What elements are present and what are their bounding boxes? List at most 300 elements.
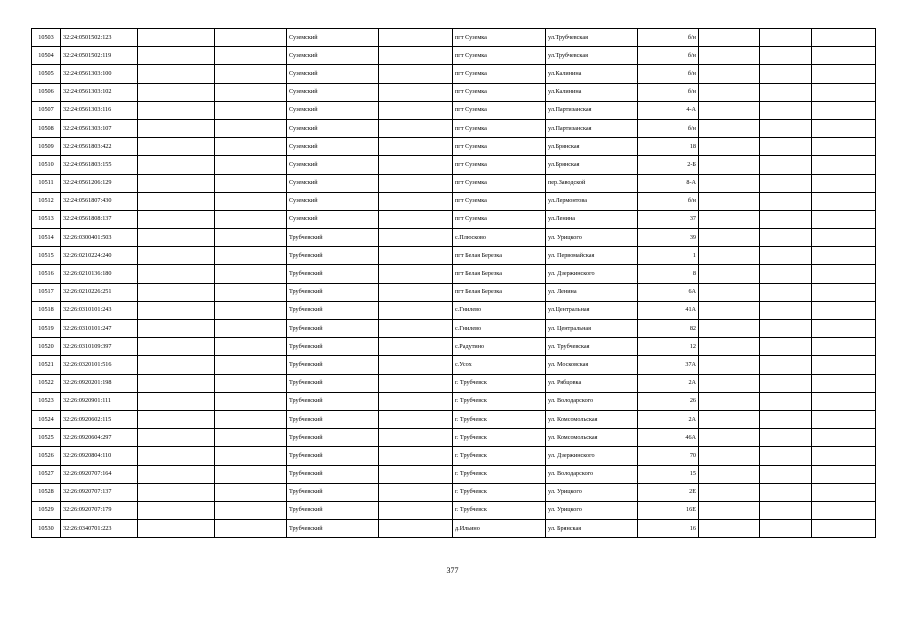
cell-cadastral: 32:24:0561303:102 xyxy=(61,83,138,101)
cell-empty xyxy=(812,392,876,410)
cell-empty xyxy=(379,101,453,119)
cell-empty xyxy=(699,47,760,65)
cell-num: 10526 xyxy=(32,447,61,465)
cell-empty xyxy=(812,156,876,174)
cell-empty xyxy=(760,174,812,192)
cell-settlement: с.Гнилево xyxy=(453,301,546,319)
cell-house: б/н xyxy=(638,29,699,47)
cell-empty xyxy=(379,265,453,283)
cell-empty xyxy=(699,174,760,192)
cell-settlement: пгт Суземка xyxy=(453,65,546,83)
cell-empty xyxy=(379,247,453,265)
cell-empty xyxy=(138,210,215,228)
cell-street: ул.Лермонтова xyxy=(546,192,638,210)
cell-empty xyxy=(215,174,287,192)
cell-empty xyxy=(699,320,760,338)
cell-empty xyxy=(699,301,760,319)
cell-empty xyxy=(138,119,215,137)
cell-empty xyxy=(379,192,453,210)
cell-empty xyxy=(699,392,760,410)
table-row xyxy=(32,465,876,483)
table-row xyxy=(32,447,876,465)
cell-empty xyxy=(379,119,453,137)
table-row xyxy=(32,410,876,428)
cell-empty xyxy=(699,501,760,519)
cell-street: ул. Володарского xyxy=(546,465,638,483)
cell-district: Трубчевский xyxy=(287,356,379,374)
cell-empty xyxy=(812,29,876,47)
cell-street: ул. Дзержинского xyxy=(546,447,638,465)
cell-empty xyxy=(215,283,287,301)
cell-cadastral: 32:24:0561803:155 xyxy=(61,156,138,174)
cell-street: ул.Партизанская xyxy=(546,101,638,119)
cell-settlement: г. Трубчевск xyxy=(453,483,546,501)
cell-street: пер.Заводской xyxy=(546,174,638,192)
cell-empty xyxy=(215,520,287,538)
cell-settlement: пгт Суземка xyxy=(453,119,546,137)
cell-district: Суземский xyxy=(287,210,379,228)
cell-num: 10519 xyxy=(32,320,61,338)
cell-empty xyxy=(699,265,760,283)
cell-empty xyxy=(699,138,760,156)
cell-num: 10529 xyxy=(32,501,61,519)
cell-empty xyxy=(138,192,215,210)
cell-empty xyxy=(138,392,215,410)
cell-cadastral: 32:26:0920604:297 xyxy=(61,429,138,447)
cell-empty xyxy=(699,210,760,228)
cell-house: 82 xyxy=(638,320,699,338)
table-row xyxy=(32,138,876,156)
cell-settlement: пгт Суземка xyxy=(453,192,546,210)
cell-empty xyxy=(760,247,812,265)
cell-cadastral: 32:24:0501502:123 xyxy=(61,29,138,47)
cell-empty xyxy=(379,29,453,47)
cell-empty xyxy=(760,392,812,410)
cell-empty xyxy=(215,338,287,356)
cell-cadastral: 32:26:0300401:503 xyxy=(61,229,138,247)
cell-empty xyxy=(379,138,453,156)
cell-settlement: пгт Белая Березка xyxy=(453,265,546,283)
cell-empty xyxy=(760,429,812,447)
cell-house: 46А xyxy=(638,429,699,447)
cell-cadastral: 32:26:0320101:516 xyxy=(61,356,138,374)
cell-empty xyxy=(760,301,812,319)
cell-street: ул. Трубчевская xyxy=(546,338,638,356)
cell-empty xyxy=(215,101,287,119)
cell-empty xyxy=(379,65,453,83)
table-row xyxy=(32,29,876,47)
cell-settlement: г. Трубчевск xyxy=(453,501,546,519)
cell-empty xyxy=(215,138,287,156)
cell-settlement: г. Трубчевск xyxy=(453,447,546,465)
cell-num: 10528 xyxy=(32,483,61,501)
cell-empty xyxy=(138,501,215,519)
cell-empty xyxy=(760,119,812,137)
cell-empty xyxy=(812,429,876,447)
cell-house: 70 xyxy=(638,447,699,465)
table-row xyxy=(32,247,876,265)
cell-empty xyxy=(138,301,215,319)
cell-empty xyxy=(699,447,760,465)
table-row xyxy=(32,192,876,210)
cell-num: 10509 xyxy=(32,138,61,156)
cell-house: 18 xyxy=(638,138,699,156)
cell-num: 10516 xyxy=(32,265,61,283)
cell-empty xyxy=(138,101,215,119)
cell-empty xyxy=(760,320,812,338)
cell-cadastral: 32:26:0210136:180 xyxy=(61,265,138,283)
cell-cadastral: 32:26:0920804:110 xyxy=(61,447,138,465)
cell-district: Суземский xyxy=(287,174,379,192)
cell-district: Суземский xyxy=(287,83,379,101)
cell-empty xyxy=(812,65,876,83)
cell-empty xyxy=(812,192,876,210)
cell-num: 10530 xyxy=(32,520,61,538)
cell-empty xyxy=(760,283,812,301)
cell-street: ул. Московская xyxy=(546,356,638,374)
cell-district: Трубчевский xyxy=(287,374,379,392)
cell-empty xyxy=(760,265,812,283)
cell-house: 8 xyxy=(638,265,699,283)
cell-empty xyxy=(379,301,453,319)
cell-empty xyxy=(379,283,453,301)
cell-house: 2А xyxy=(638,374,699,392)
table-row xyxy=(32,101,876,119)
cell-street: ул.Брянская xyxy=(546,156,638,174)
cell-street: ул. Центральная xyxy=(546,320,638,338)
cell-district: Суземский xyxy=(287,156,379,174)
cell-empty xyxy=(760,338,812,356)
cell-empty xyxy=(812,465,876,483)
cell-district: Трубчевский xyxy=(287,301,379,319)
cell-empty xyxy=(379,83,453,101)
cell-empty xyxy=(215,29,287,47)
cell-settlement: г. Трубчевск xyxy=(453,374,546,392)
cell-empty xyxy=(215,210,287,228)
cell-cadastral: 32:24:0561303:107 xyxy=(61,119,138,137)
cell-empty xyxy=(379,174,453,192)
cell-num: 10507 xyxy=(32,101,61,119)
cell-district: Трубчевский xyxy=(287,320,379,338)
cell-empty xyxy=(812,320,876,338)
cell-cadastral: 32:24:0561303:100 xyxy=(61,65,138,83)
cell-empty xyxy=(699,229,760,247)
cell-settlement: пгт Суземка xyxy=(453,101,546,119)
cell-empty xyxy=(379,410,453,428)
cell-cadastral: 32:26:0340701:223 xyxy=(61,520,138,538)
cell-district: Трубчевский xyxy=(287,392,379,410)
table-row xyxy=(32,301,876,319)
cell-empty xyxy=(215,410,287,428)
cell-cadastral: 32:26:0920901:111 xyxy=(61,392,138,410)
cell-street: ул. Дзержинского xyxy=(546,265,638,283)
cell-house: б/н xyxy=(638,47,699,65)
table-row xyxy=(32,229,876,247)
cell-settlement: пгт Белая Березка xyxy=(453,283,546,301)
cell-empty xyxy=(138,283,215,301)
cell-empty xyxy=(699,465,760,483)
cell-district: Суземский xyxy=(287,192,379,210)
cell-empty xyxy=(760,356,812,374)
cell-empty xyxy=(138,174,215,192)
table-row xyxy=(32,429,876,447)
cell-district: Трубчевский xyxy=(287,483,379,501)
cell-empty xyxy=(812,101,876,119)
cell-empty xyxy=(138,465,215,483)
cell-num: 10522 xyxy=(32,374,61,392)
cell-empty xyxy=(699,520,760,538)
cell-empty xyxy=(215,47,287,65)
cell-num: 10504 xyxy=(32,47,61,65)
cell-empty xyxy=(379,392,453,410)
cell-empty xyxy=(215,465,287,483)
cell-street: ул.Партизанская xyxy=(546,119,638,137)
cell-street: ул.Калинина xyxy=(546,65,638,83)
cell-empty xyxy=(138,247,215,265)
cell-empty xyxy=(138,138,215,156)
cell-house: б/н xyxy=(638,83,699,101)
cell-settlement: д.Ильино xyxy=(453,520,546,538)
cell-street: ул. Ленина xyxy=(546,283,638,301)
cell-cadastral: 32:24:0561803:422 xyxy=(61,138,138,156)
cell-empty xyxy=(760,465,812,483)
cell-empty xyxy=(699,65,760,83)
cell-settlement: с.Плюсково xyxy=(453,229,546,247)
table-row xyxy=(32,338,876,356)
cell-empty xyxy=(812,229,876,247)
cell-street: ул. Брянская xyxy=(546,520,638,538)
table-row xyxy=(32,520,876,538)
cell-num: 10515 xyxy=(32,247,61,265)
cell-house: б/н xyxy=(638,192,699,210)
cell-settlement: пгт Суземка xyxy=(453,83,546,101)
cell-empty xyxy=(699,374,760,392)
cell-empty xyxy=(760,192,812,210)
cell-empty xyxy=(379,483,453,501)
cell-street: ул.Калинина xyxy=(546,83,638,101)
cell-empty xyxy=(812,83,876,101)
cell-district: Трубчевский xyxy=(287,520,379,538)
cell-street: ул. Комсомольская xyxy=(546,429,638,447)
cell-empty xyxy=(215,156,287,174)
cell-house: 15 xyxy=(638,465,699,483)
cell-house: 39 xyxy=(638,229,699,247)
cell-street: ул. Урицкого xyxy=(546,229,638,247)
cell-empty xyxy=(379,374,453,392)
cell-district: Трубчевский xyxy=(287,247,379,265)
cell-cadastral: 32:26:0310109:397 xyxy=(61,338,138,356)
cell-cadastral: 32:26:0920707:179 xyxy=(61,501,138,519)
cell-empty xyxy=(699,192,760,210)
cell-settlement: г. Трубчевск xyxy=(453,429,546,447)
cell-empty xyxy=(812,119,876,137)
cell-empty xyxy=(699,119,760,137)
cell-empty xyxy=(812,483,876,501)
cell-cadastral: 32:24:0561807:430 xyxy=(61,192,138,210)
cell-district: Трубчевский xyxy=(287,501,379,519)
table-row xyxy=(32,501,876,519)
cell-num: 10506 xyxy=(32,83,61,101)
cell-empty xyxy=(379,501,453,519)
cell-cadastral: 32:26:0310101:243 xyxy=(61,301,138,319)
cell-num: 10520 xyxy=(32,338,61,356)
cell-house: 37А xyxy=(638,356,699,374)
cell-empty xyxy=(215,301,287,319)
cell-empty xyxy=(379,210,453,228)
cell-empty xyxy=(699,410,760,428)
cell-empty xyxy=(760,101,812,119)
cell-empty xyxy=(138,410,215,428)
cell-empty xyxy=(138,265,215,283)
table-row xyxy=(32,392,876,410)
cell-empty xyxy=(215,374,287,392)
cell-settlement: с.Радутино xyxy=(453,338,546,356)
cell-empty xyxy=(760,210,812,228)
cell-cadastral: 32:26:0920707:164 xyxy=(61,465,138,483)
cell-empty xyxy=(760,47,812,65)
cell-empty xyxy=(138,520,215,538)
cell-cadastral: 32:26:0920707:137 xyxy=(61,483,138,501)
cell-cadastral: 32:26:0310101:247 xyxy=(61,320,138,338)
cell-street: ул. Рябцовка xyxy=(546,374,638,392)
table-row xyxy=(32,119,876,137)
cell-house: 12 xyxy=(638,338,699,356)
cell-empty xyxy=(215,83,287,101)
cell-district: Трубчевский xyxy=(287,265,379,283)
cell-empty xyxy=(215,119,287,137)
cell-num: 10525 xyxy=(32,429,61,447)
cell-empty xyxy=(379,465,453,483)
cell-empty xyxy=(812,410,876,428)
cell-num: 10512 xyxy=(32,192,61,210)
cell-empty xyxy=(138,483,215,501)
cell-empty xyxy=(699,83,760,101)
page-number: 377 xyxy=(446,566,459,575)
table-row xyxy=(32,83,876,101)
cell-district: Трубчевский xyxy=(287,283,379,301)
cell-empty xyxy=(138,156,215,174)
cell-empty xyxy=(215,429,287,447)
cell-empty xyxy=(699,283,760,301)
cell-house: б/н xyxy=(638,65,699,83)
cell-street: ул.Центральная xyxy=(546,301,638,319)
cell-house: 2А xyxy=(638,410,699,428)
cell-num: 10523 xyxy=(32,392,61,410)
cell-house: 8-А xyxy=(638,174,699,192)
cell-street: ул. Комсомольская xyxy=(546,410,638,428)
cell-empty xyxy=(215,483,287,501)
cell-cadastral: 32:26:0210226:251 xyxy=(61,283,138,301)
cell-street: ул.Трубчевская xyxy=(546,47,638,65)
cell-empty xyxy=(812,210,876,228)
cell-num: 10524 xyxy=(32,410,61,428)
cell-district: Трубчевский xyxy=(287,465,379,483)
cell-empty xyxy=(699,29,760,47)
cell-house: 4-А xyxy=(638,101,699,119)
cell-settlement: г. Трубчевск xyxy=(453,410,546,428)
cell-empty xyxy=(760,374,812,392)
cell-house: 26 xyxy=(638,392,699,410)
table-row xyxy=(32,156,876,174)
cell-district: Суземский xyxy=(287,47,379,65)
cell-empty xyxy=(138,320,215,338)
cell-empty xyxy=(138,29,215,47)
cell-empty xyxy=(215,65,287,83)
cell-empty xyxy=(215,356,287,374)
cell-district: Суземский xyxy=(287,29,379,47)
cell-empty xyxy=(812,374,876,392)
cell-empty xyxy=(138,65,215,83)
cell-empty xyxy=(812,447,876,465)
cell-num: 10511 xyxy=(32,174,61,192)
cell-empty xyxy=(760,447,812,465)
cell-house: 41А xyxy=(638,301,699,319)
cell-empty xyxy=(760,410,812,428)
cell-empty xyxy=(812,356,876,374)
cell-empty xyxy=(215,265,287,283)
cell-empty xyxy=(215,447,287,465)
cell-district: Суземский xyxy=(287,138,379,156)
cell-house: 2Е xyxy=(638,483,699,501)
cell-num: 10527 xyxy=(32,465,61,483)
cell-empty xyxy=(760,229,812,247)
cell-settlement: г. Трубчевск xyxy=(453,392,546,410)
cell-empty xyxy=(379,156,453,174)
cell-settlement: пгт Суземка xyxy=(453,156,546,174)
cell-empty xyxy=(760,29,812,47)
cell-cadastral: 32:26:0920602:115 xyxy=(61,410,138,428)
cell-cadastral: 32:24:0561206:129 xyxy=(61,174,138,192)
cell-empty xyxy=(379,520,453,538)
cell-settlement: г. Трубчевск xyxy=(453,465,546,483)
cell-empty xyxy=(699,483,760,501)
table-row xyxy=(32,374,876,392)
cell-settlement: пгт Суземка xyxy=(453,174,546,192)
cell-street: ул. Первомайская xyxy=(546,247,638,265)
cell-empty xyxy=(760,65,812,83)
records-table xyxy=(31,28,876,538)
cell-cadastral: 32:26:0920201:198 xyxy=(61,374,138,392)
cell-empty xyxy=(138,47,215,65)
cell-empty xyxy=(138,229,215,247)
cell-num: 10513 xyxy=(32,210,61,228)
cell-empty xyxy=(215,229,287,247)
cell-empty xyxy=(379,320,453,338)
cell-settlement: с.Усох xyxy=(453,356,546,374)
cell-empty xyxy=(812,174,876,192)
cell-district: Трубчевский xyxy=(287,338,379,356)
cell-empty xyxy=(138,338,215,356)
cell-num: 10508 xyxy=(32,119,61,137)
cell-empty xyxy=(812,47,876,65)
table-row xyxy=(32,210,876,228)
cell-settlement: пгт Белая Березка xyxy=(453,247,546,265)
cell-empty xyxy=(699,338,760,356)
cell-cadastral: 32:26:0210224:240 xyxy=(61,247,138,265)
cell-empty xyxy=(812,138,876,156)
cell-empty xyxy=(138,356,215,374)
cell-settlement: пгт Суземка xyxy=(453,47,546,65)
cell-empty xyxy=(760,156,812,174)
cell-district: Трубчевский xyxy=(287,410,379,428)
cell-house: 16Е xyxy=(638,501,699,519)
cell-street: ул.Брянская xyxy=(546,138,638,156)
cell-empty xyxy=(812,501,876,519)
cell-empty xyxy=(760,83,812,101)
cell-empty xyxy=(379,338,453,356)
cell-settlement: пгт Суземка xyxy=(453,210,546,228)
cell-house: 37 xyxy=(638,210,699,228)
